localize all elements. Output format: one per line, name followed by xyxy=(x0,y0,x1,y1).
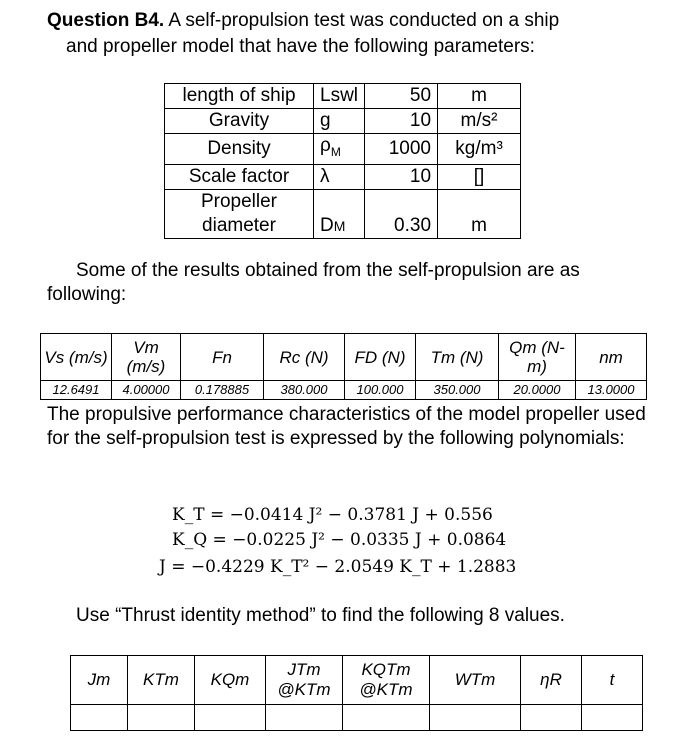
results-table xyxy=(40,333,647,400)
answer-header: JTm @KTm xyxy=(266,656,343,705)
param-row xyxy=(165,84,521,109)
results-value: 380.000 xyxy=(264,381,345,400)
answer-cell[interactable] xyxy=(266,705,343,731)
param-symbol: $\rho_M$ xyxy=(314,134,365,165)
equation-kq: K_Q = −0.0225 J² − 0.0335 J + 0.0864 xyxy=(172,530,507,550)
answer-table xyxy=(70,655,643,731)
param-row xyxy=(165,109,521,134)
param-value: 10 xyxy=(365,164,438,189)
answer-header: KQm xyxy=(195,656,266,705)
results-header: Rc (N) xyxy=(264,334,345,381)
answer-header: KTm xyxy=(128,656,195,705)
answer-header: Jm xyxy=(71,656,128,705)
param-symbol: g xyxy=(314,109,365,134)
results-header: Vm (m/s) xyxy=(112,334,181,381)
param-name: length of ship xyxy=(165,84,314,109)
question-line2: and propeller model that have the following parameters: xyxy=(66,36,535,57)
results-header: nm xyxy=(576,334,647,381)
results-value: 4.00000 xyxy=(112,381,181,400)
param-name: Scale factor xyxy=(165,164,314,189)
results-value: 350.000 xyxy=(416,381,499,400)
answer-cell[interactable] xyxy=(128,705,195,731)
results-values-row xyxy=(41,381,647,400)
param-unit: m/s² xyxy=(438,109,521,134)
answer-blank-row xyxy=(71,705,643,731)
answer-cell[interactable] xyxy=(430,705,521,731)
param-row xyxy=(165,134,521,165)
answer-cell[interactable] xyxy=(71,705,128,731)
param-symbol: DM xyxy=(314,189,365,238)
answer-header: KQTm @KTm xyxy=(343,656,430,705)
results-value: 0.178885 xyxy=(181,381,264,400)
param-unit: kg/m³ xyxy=(438,134,521,165)
answer-cell[interactable] xyxy=(195,705,266,731)
parameters-table xyxy=(164,83,521,239)
answer-header: WTm xyxy=(430,656,521,705)
results-value: 20.0000 xyxy=(499,381,576,400)
param-name: Density xyxy=(165,134,314,165)
answer-header: ηR xyxy=(521,656,582,705)
results-header: Qm (N-m) xyxy=(499,334,576,381)
question-label: Question B4. xyxy=(47,10,165,31)
answer-cell[interactable] xyxy=(521,705,582,731)
task-instruction: Use “Thrust identity method” to find the following 8 values. xyxy=(76,605,565,626)
polynomials-intro: The propulsive performance characteristics of the model propeller used for the self-propulsion test is expressed by the following polynomials: xyxy=(47,404,646,449)
question-line1: A self-propulsion test was conducted on a ship xyxy=(168,10,560,31)
question-title xyxy=(47,8,667,34)
answer-header: t xyxy=(582,656,643,705)
answer-cell[interactable] xyxy=(343,705,430,731)
param-value: 1000 xyxy=(365,134,438,165)
param-row xyxy=(165,164,521,189)
answer-header-row xyxy=(71,656,643,705)
equation-kt: K_T = −0.0414 J² − 0.3781 J + 0.556 xyxy=(172,505,493,525)
results-header: Tm (N) xyxy=(416,334,499,381)
results-header: Vs (m/s) xyxy=(41,334,112,381)
param-unit: m xyxy=(438,84,521,109)
param-name: Propeller diameter xyxy=(165,189,314,238)
results-intro-line1: Some of the results obtained from the self-propulsion are as xyxy=(76,260,580,281)
param-value: 10 xyxy=(365,109,438,134)
param-unit: [] xyxy=(438,164,521,189)
param-row xyxy=(165,189,521,238)
equation-j: J = −0.4229 K_T² − 2.0549 K_T + 1.2883 xyxy=(159,557,517,577)
results-value: 100.000 xyxy=(345,381,416,400)
results-value: 13.0000 xyxy=(576,381,647,400)
param-name: Gravity xyxy=(165,109,314,134)
results-header: Fn xyxy=(181,334,264,381)
results-value: 12.6491 xyxy=(41,381,112,400)
results-header-row xyxy=(41,334,647,381)
param-value: 50 xyxy=(365,84,438,109)
answer-cell[interactable] xyxy=(582,705,643,731)
param-symbol: λ xyxy=(314,164,365,189)
results-header: FD (N) xyxy=(345,334,416,381)
results-intro-line2: following: xyxy=(47,284,127,305)
param-unit: m xyxy=(438,189,521,238)
param-symbol: Lswl xyxy=(314,84,365,109)
param-value: 0.30 xyxy=(365,189,438,238)
